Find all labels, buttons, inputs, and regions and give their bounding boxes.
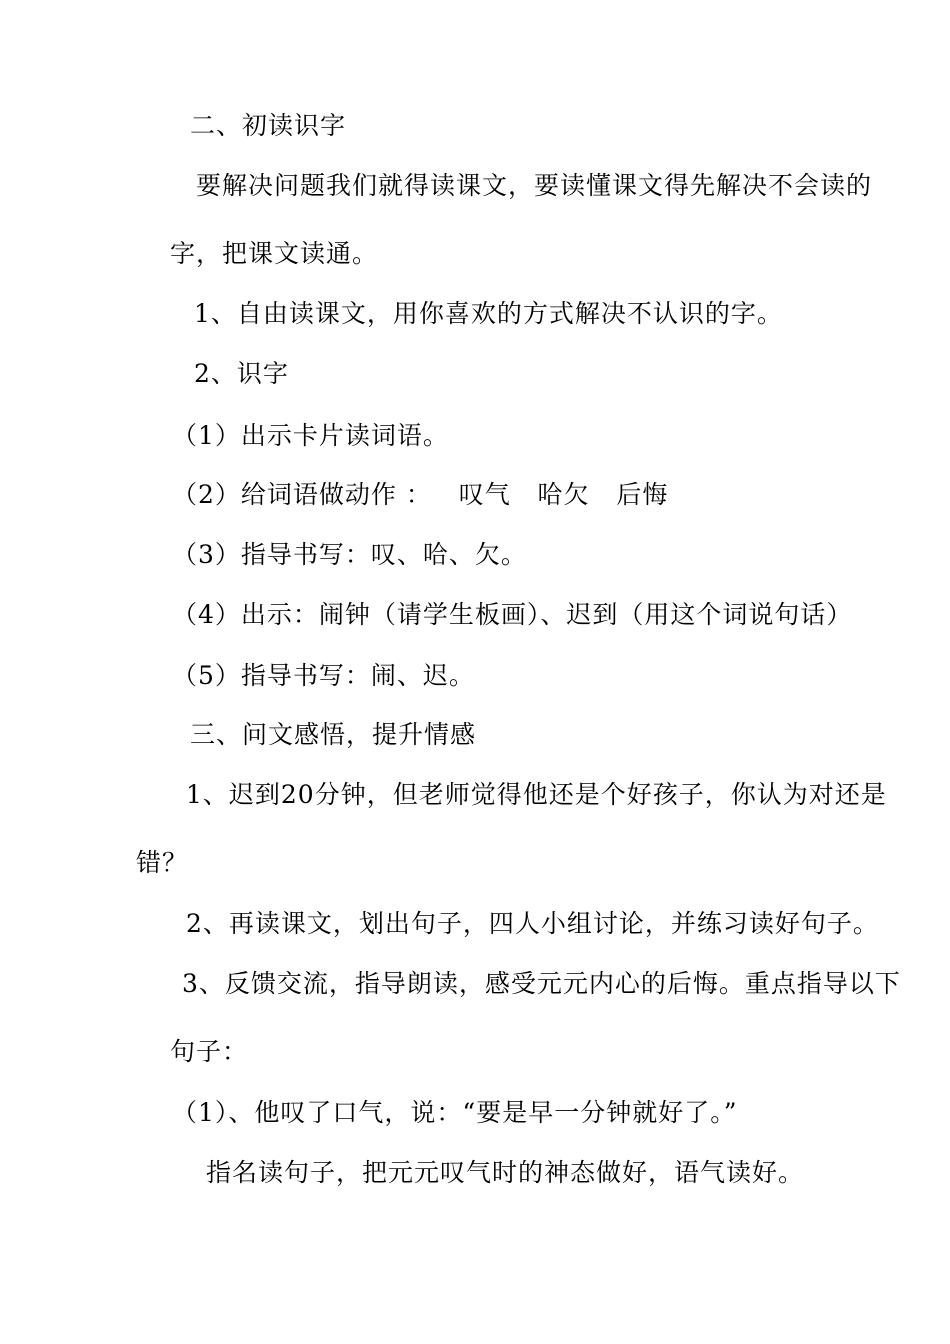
paragraph-line: 要解决问题我们就得读课文，要读懂课文得先解决不会读的 [196, 171, 873, 200]
list-item: 1、迟到20分钟，但老师觉得他还是个好孩子，你认为对还是 [186, 780, 887, 809]
list-item: 3、反馈交流，指导朗读，感受元元内心的后悔。重点指导以下 [182, 969, 901, 998]
list-item: （2）给词语做动作 ： 叹气 哈欠 后悔 [172, 480, 669, 509]
list-item: （3）指导书写：叹、哈、欠。 [172, 540, 527, 569]
list-item: 2、识字 [194, 359, 289, 388]
list-item: （4）出示：闹钟（请学生板画）、迟到（用这个词说句话） [172, 600, 853, 629]
paragraph-line: 指名读句子，把元元叹气时的神态做好，语气读好。 [206, 1158, 805, 1187]
section-heading-initial-reading: 二、初读识字 [190, 111, 347, 140]
paragraph-line: 句子： [170, 1037, 249, 1066]
section-heading-reflection: 三、问文感悟，提升情感 [190, 720, 477, 749]
list-item: （1）出示卡片读词语。 [172, 421, 449, 450]
paragraph-line: 字，把课文读通。 [170, 239, 379, 268]
list-item: （1）、他叹了口气，说：“要是早一分钟就好了。” [172, 1098, 738, 1127]
list-item: 1、自由读课文，用你喜欢的方式解决不认识的字。 [194, 299, 783, 328]
list-item: 2、再读课文，划出句子，四人小组讨论，并练习读好句子。 [186, 909, 879, 938]
list-item: （5）指导书写：闹、迟。 [172, 661, 475, 690]
paragraph-line: 错？ [136, 848, 189, 877]
